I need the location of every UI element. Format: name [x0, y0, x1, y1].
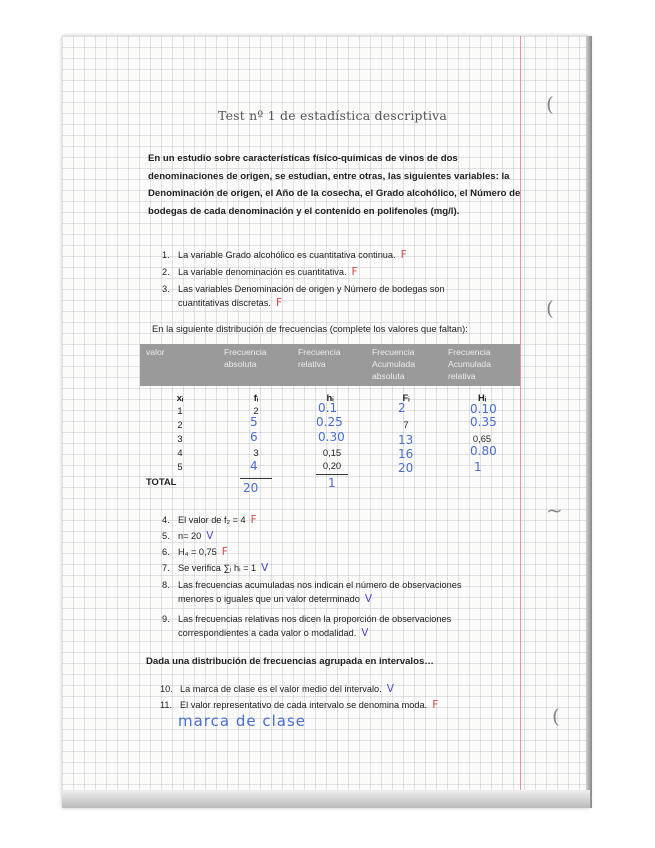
F-value: 7	[403, 419, 409, 430]
symbol-F: Fᵢ	[402, 392, 410, 403]
x-value: 2	[177, 419, 183, 430]
total-label: TOTAL	[146, 476, 177, 487]
table-instructions: En la siguiente distribución de frecuencias (complete los valores que faltan):	[152, 323, 468, 334]
handwritten-f-value: 4	[250, 459, 258, 473]
handwritten-H-value: 1	[474, 460, 482, 474]
x-value: 1	[177, 405, 183, 416]
handwritten-F-value: 2	[398, 401, 406, 415]
question-3: 3. Las variables Denominación de origen y Número de bodegas son cuantitativas discretas. F	[162, 284, 445, 309]
x-value: 5	[177, 461, 183, 472]
question-11: 11. El valor representativo de cada intervalo se denomina moda. F	[160, 699, 439, 711]
handwritten-h-value: 0.30	[318, 430, 345, 444]
header-freq-acum-relativa: Frecuencia Acumulada relativa	[448, 347, 491, 381]
handwritten-answer: marca de clase	[178, 712, 307, 730]
binder-curl: ~	[546, 498, 563, 522]
true-mark: V	[206, 530, 214, 542]
false-mark: F	[250, 514, 257, 526]
H-value: 0,65	[472, 433, 492, 444]
question-8: 8. Las frecuencias acumuladas nos indican el número de observaciones menores o iguales que un valor determinado V	[162, 580, 462, 605]
document-title: Test nº 1 de estadística descriptiva	[218, 108, 448, 123]
question-9: 9. Las frecuencias relativas nos dicen la proporción de observaciones correspondientes a cada valor o modalidad. V	[162, 614, 452, 639]
table-header	[140, 344, 520, 386]
intro-paragraph: En un estudio sobre características físico-químicas de vinos de dos denominaciones de origen, se estudian, entre otras, las siguientes variables: la Denominación de origen, el Año de la cosecha, el Grado alcohólico, el Número de bodegas de cada denominación y el contenido en polifenoles (mg/l).	[148, 153, 521, 217]
x-value: 3	[177, 433, 183, 444]
f-value: 3	[253, 447, 259, 458]
handwritten-H-value: 0.10	[470, 402, 497, 416]
sheet-edge	[586, 36, 592, 808]
false-mark: F	[275, 297, 282, 309]
question-10: 10. La marca de clase es el valor medio del intervalo. V	[160, 683, 394, 695]
handwritten-H-value: 0.80	[470, 444, 497, 458]
true-mark: V	[386, 683, 394, 695]
symbol-h: hᵢ	[326, 392, 334, 403]
handwritten-F-value: 16	[398, 447, 414, 461]
total-underline	[316, 474, 348, 475]
question-4: 4. El valor de f₂ = 4 F	[162, 514, 257, 526]
question-1: 1. La variable Grado alcohólico es cuantitativa continua. F	[162, 249, 407, 261]
handwritten-f-value: 5	[250, 415, 258, 429]
header-valor: valor	[146, 347, 165, 357]
header-freq-acum-absoluta: Frecuencia Acumulada absoluta	[372, 347, 415, 381]
binder-curl: (	[552, 704, 560, 728]
section-heading: Dada una distribución de frecuencias agrupada en intervalos…	[146, 656, 434, 667]
false-mark: F	[400, 249, 407, 261]
false-mark: F	[221, 546, 228, 558]
symbol-H: Hᵢ	[477, 392, 487, 403]
question-5: 5. n= 20 V	[162, 530, 214, 542]
handwritten-total-h: 1	[328, 476, 336, 490]
handwritten-total-f: 20	[243, 481, 259, 495]
handwritten-H-value: 0.35	[470, 415, 497, 429]
false-mark: F	[351, 266, 358, 278]
handwritten-F-value: 20	[398, 461, 414, 475]
true-mark: V	[261, 562, 269, 574]
sheet-bottom-edge	[62, 790, 590, 808]
handwritten-f-value: 6	[250, 430, 258, 444]
symbol-x: xᵢ	[176, 392, 184, 403]
header-freq-absoluta: Frecuencia absoluta	[224, 347, 267, 369]
header-freq-relativa: Frecuencia relativa	[298, 347, 341, 369]
question-2: 2. La variable denominación es cuantitativa. F	[162, 266, 358, 278]
binder-curl: (	[546, 92, 554, 116]
h-value: 0,20	[322, 460, 342, 471]
question-7: 7. Se verifica ∑ᵢ hᵢ = 1 V	[162, 562, 269, 574]
h-value: 0,15	[322, 447, 342, 458]
handwritten-h-value: 0.25	[316, 415, 343, 429]
x-value: 4	[177, 447, 183, 458]
true-mark: V	[361, 627, 369, 639]
handwritten-F-value: 13	[398, 433, 414, 447]
handwritten-h-value: 0.1	[318, 401, 338, 415]
f-value: 2	[253, 405, 259, 416]
true-mark: V	[364, 593, 373, 605]
false-mark: F	[432, 699, 439, 711]
binder-curl: (	[546, 296, 554, 320]
question-6: 6. H₄ = 0,75 F	[162, 546, 228, 558]
total-underline	[240, 478, 272, 479]
symbol-f: fᵢ	[253, 392, 259, 403]
